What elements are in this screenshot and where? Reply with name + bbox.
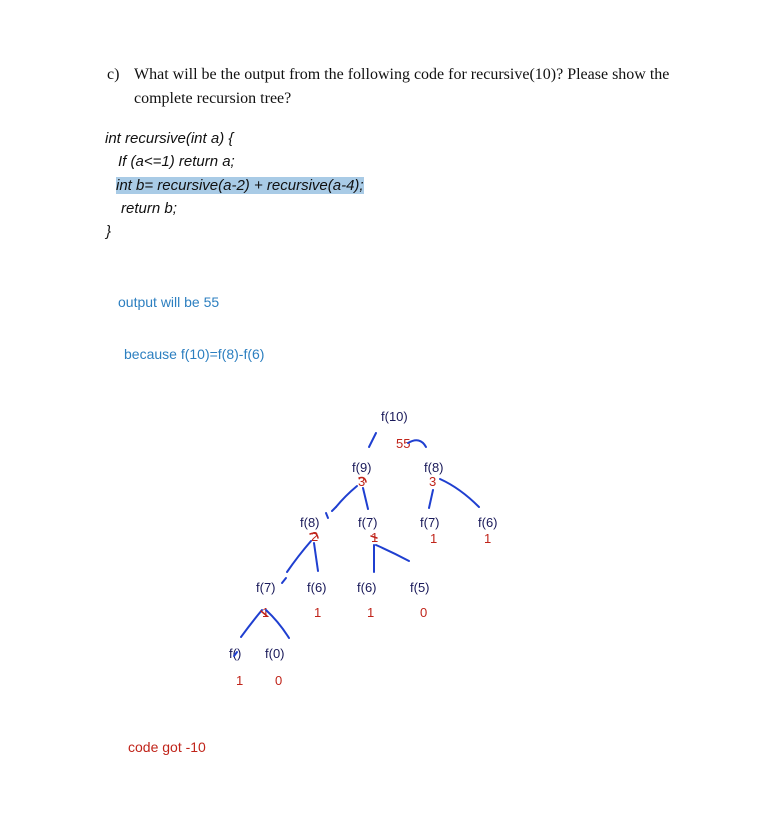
tree-node-label: f(6) — [478, 515, 498, 530]
correction-mark — [371, 536, 377, 538]
code-close-brace: } — [106, 223, 112, 240]
tree-edge — [429, 490, 433, 508]
tree-node-value: 1 — [430, 531, 438, 546]
tree-edge — [363, 488, 368, 509]
tree-node-label: f(8) — [424, 460, 444, 475]
tree-node-value: 1 — [314, 605, 322, 620]
tree-node-value: 1 — [262, 605, 270, 620]
tree-node-label: f(5) — [410, 580, 430, 595]
tree-node-value: 3 — [429, 474, 437, 489]
tree-edge — [336, 486, 357, 507]
tree-node-label: f(8) — [300, 515, 320, 530]
tree-node-value: 0 — [275, 673, 283, 688]
tree-edge — [314, 543, 318, 571]
tree-node-label: f(0) — [265, 646, 285, 661]
tree-node-label: f() — [229, 646, 242, 661]
tree-node-label: f(7) — [420, 515, 440, 530]
output-answer: output will be 55 — [118, 294, 220, 310]
tree-node-label: f(9) — [352, 460, 372, 475]
tree-node-label: f(7) — [358, 515, 378, 530]
tree-node-label: f(7) — [256, 580, 276, 595]
tree-node-value: 1 — [367, 605, 375, 620]
tree-edge — [266, 610, 289, 638]
tree-edge — [287, 541, 311, 572]
tree-edge — [376, 545, 409, 561]
tree-node-label: f(6) — [307, 580, 327, 595]
because-text: because f(10)=f(8)-f(6) — [124, 346, 265, 362]
tree-node-label: f(6) — [357, 580, 377, 595]
tree-edge — [326, 513, 328, 518]
tree-edge — [234, 652, 237, 656]
correction-mark — [261, 611, 267, 616]
tree-edge — [369, 433, 376, 447]
code-if-line: If (a<=1) return a; — [118, 153, 235, 170]
tree-node-value: 2 — [311, 529, 319, 544]
tree-node-label: f(10) — [381, 409, 408, 424]
tree-node-value: 0 — [420, 605, 428, 620]
tree-edge — [332, 507, 336, 511]
tree-edge — [440, 479, 479, 507]
tree-node-value: 1 — [236, 673, 244, 688]
question-line-1: What will be the output from the following code for recursive(10)? Please show the — [134, 66, 670, 83]
correction-mark — [359, 478, 366, 483]
question-line-2: complete recursion tree? — [134, 90, 292, 107]
tree-node-value: 1 — [371, 530, 379, 545]
code-return-line: return b; — [121, 200, 177, 217]
correction-mark — [310, 533, 318, 538]
tree-node-value: 55 — [396, 436, 411, 451]
code-signature: int recursive(int a) { — [105, 130, 234, 147]
tree-edge — [282, 578, 286, 583]
tree-edge — [241, 610, 262, 637]
grade-comment: code got -10 — [128, 739, 206, 755]
code-highlight: int b= recursive(a-2) + recursive(a-4); — [116, 177, 364, 194]
question-label: c) — [107, 66, 120, 83]
tree-node-value: 3 — [358, 474, 366, 489]
tree-edge — [408, 440, 426, 447]
tree-node-value: 1 — [484, 531, 492, 546]
